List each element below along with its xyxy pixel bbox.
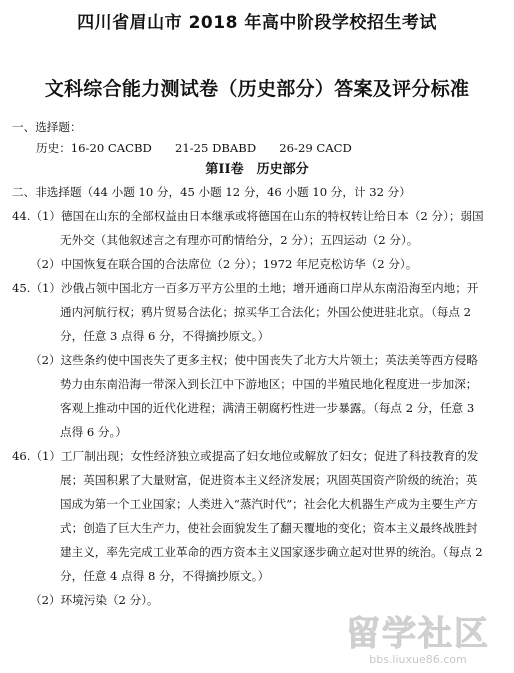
q45-part2-line4: 点得 6 分。） [60, 425, 127, 439]
part2-title: 第II卷 历史部分 [205, 162, 309, 177]
q46-part1-line5: 建主义，率先完成工业革命的西方资本主义国家逐步确立起对世界的统治。（每点 2 [60, 545, 483, 559]
section2-heading: 二、非选择题（44 小题 10 分，45 小题 12 分，46 小题 10 分，计 32 分） [12, 185, 411, 199]
q45-part1-line1: 45.（1）沙俄占领中国北方一百多万平方公里的土地；增开通商口岸从东南沿海至内地；开 [12, 281, 479, 295]
q46-part1-line1: 46.（1）工厂制出现；女性经济独立或提高了妇女地位或解放了妇女；促进了科技教育的发 [12, 449, 479, 463]
q44-part1-line2: 无外交（其他叙述言之有理亦可酌情给分，2 分）；五四运动（2 分）。 [60, 233, 419, 247]
q46-part2: （2）环境污染（2 分）。 [30, 593, 159, 607]
q46-part1-line3: 国成为第一个工业国家；人类进入“蒸汽时代”；社会化大机器生产成为主要生产方 [60, 497, 478, 511]
site-watermark [330, 615, 506, 667]
q46-part1-line4: 式；创造了巨大生产力，使社会面貌发生了翻天覆地的变化；资本主义最终战胜封 [60, 521, 478, 535]
exam-title: 四川省眉山市 2018 年高中阶段学校招生考试 [77, 13, 437, 33]
watermark-url: bbs.liuxue86.com [369, 653, 467, 666]
multiple-choice-answers: 历史：16-20 CACBD 21-25 DBABD 26-29 CACD [36, 141, 352, 155]
q46-part1-line6: 分，任意 4 点得 8 分，不得摘抄原文。） [60, 569, 270, 583]
q45-part1-line2: 通内河航行权；鸦片贸易合法化；掠买华工合法化；外国公使进驻北京。（每点 2 [60, 305, 472, 319]
q44-part1-line1: 44.（1）德国在山东的全部权益由日本继承或将德国在山东的特权转让给日本（2 分）；弱国 [12, 209, 484, 223]
answer-key-title: 文科综合能力测试卷（历史部分）答案及评分标准 [44, 78, 470, 100]
q45-part2-line1: （2）这些条约使中国丧失了更多主权；使中国丧失了北方大片领土；英法美等西方侵略 [30, 353, 478, 367]
q45-part1-line3: 分，任意 3 点得 6 分，不得摘抄原文。） [60, 329, 270, 343]
q44-part2: （2）中国恢复在联合国的合法席位（2 分）；1972 年尼克松访华（2 分）。 [30, 257, 418, 271]
section1-heading: 一、选择题： [12, 120, 82, 134]
q45-part2-line3: 客观上推动中国的近代化进程；满清王朝腐朽性进一步暴露。（每点 2 分，任意 3 [60, 401, 475, 415]
q45-part2-line2: 势力由东南沿海一带深入到长江中下游地区；中国的半殖民地化程度进一步加深； [60, 377, 478, 391]
watermark-brand: 留学社区 [346, 614, 490, 654]
q46-part1-line2: 展；英国积累了大量财富，促进资本主义经济发展；巩固英国资产阶级的统治；英 [60, 473, 478, 487]
